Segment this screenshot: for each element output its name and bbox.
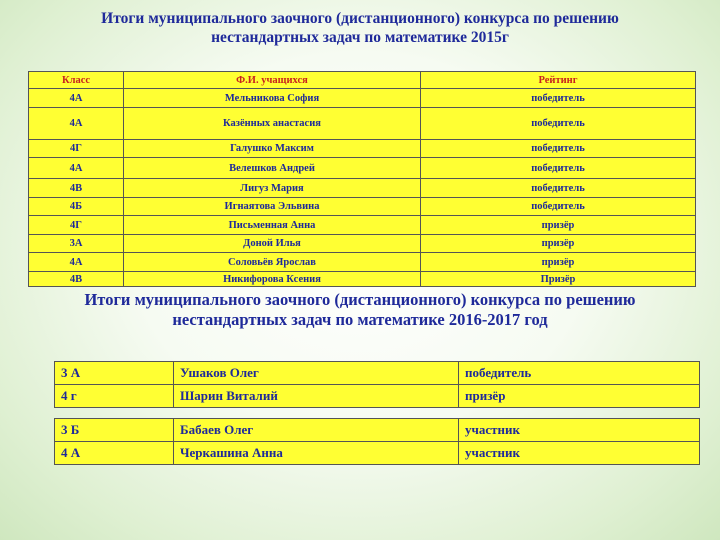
cell-class: 4В [29,272,124,287]
title-2015 [0,10,720,47]
cell-rating: победитель [421,198,696,216]
cell-class: 4В [29,179,124,198]
title-2016-2017 [0,290,720,330]
table-row [55,442,700,465]
cell-class: 4А [29,108,124,140]
cell-name: Галушко Максим [124,140,421,158]
cell-name: Бабаев Олег [174,419,459,442]
cell-name: Лигуз Мария [124,179,421,198]
table-row [55,385,700,408]
cell-name: Письменная Анна [124,216,421,235]
cell-class: 3А [29,235,124,253]
table-row [29,216,696,235]
table-row [29,140,696,158]
table-row [29,179,696,198]
cell-rating: победитель [421,108,696,140]
table-row [29,253,696,272]
cell-class: 4Г [29,140,124,158]
cell-name: Соловьёв Ярослав [124,253,421,272]
cell-class: 4Б [29,198,124,216]
cell-rating: призёр [459,385,700,408]
cell-class: 3 А [55,362,174,385]
table-row [55,419,700,442]
cell-class: 3 Б [55,419,174,442]
cell-rating: Призёр [421,272,696,287]
cell-rating: участник [459,419,700,442]
header-name: Ф.И. учащихся [124,72,421,89]
cell-class: 4 А [55,442,174,465]
table-row [29,158,696,179]
results-table-2015 [28,71,696,287]
cell-name: Черкашина Анна [174,442,459,465]
cell-name: Велешков Андрей [124,158,421,179]
title-2016-line2: нестандартных задач по математике 2016-2017 год [172,309,548,329]
table-row [29,89,696,108]
cell-rating: победитель [459,362,700,385]
cell-rating: участник [459,442,700,465]
table-row [29,108,696,140]
cell-class: 4А [29,253,124,272]
table-row [29,272,696,287]
cell-rating: победитель [421,89,696,108]
table-header-row [29,72,696,89]
table-row [29,235,696,253]
cell-rating: победитель [421,158,696,179]
cell-name: Мельникова София [124,89,421,108]
table-row [55,362,700,385]
table-row [29,198,696,216]
cell-name: Никифорова Ксения [124,272,421,287]
cell-class: 4Г [29,216,124,235]
cell-rating: призёр [421,253,696,272]
cell-rating: победитель [421,140,696,158]
cell-rating: призёр [421,216,696,235]
cell-name: Ушаков Олег [174,362,459,385]
cell-class: 4А [29,158,124,179]
cell-class: 4А [29,89,124,108]
cell-rating: победитель [421,179,696,198]
header-rating: Рейтинг [421,72,696,89]
title-2015-line1: Итоги муниципального заочного (дистанционного) конкурса по решению [101,10,619,27]
cell-rating: призёр [421,235,696,253]
cell-name: Игнаятова Эльвина [124,198,421,216]
cell-name: Казённых анастасия [124,108,421,140]
title-2015-line2: нестандартных задач по математике 2015г [211,28,509,46]
cell-name: Шарин Виталий [174,385,459,408]
title-2016-line1: Итоги муниципального заочного (дистанционного) конкурса по решению [84,290,636,309]
header-class: Класс [29,72,124,89]
cell-class: 4 г [55,385,174,408]
results-table-2016-participants [54,418,700,465]
results-table-2016-winners [54,361,700,408]
cell-name: Доной Илья [124,235,421,253]
